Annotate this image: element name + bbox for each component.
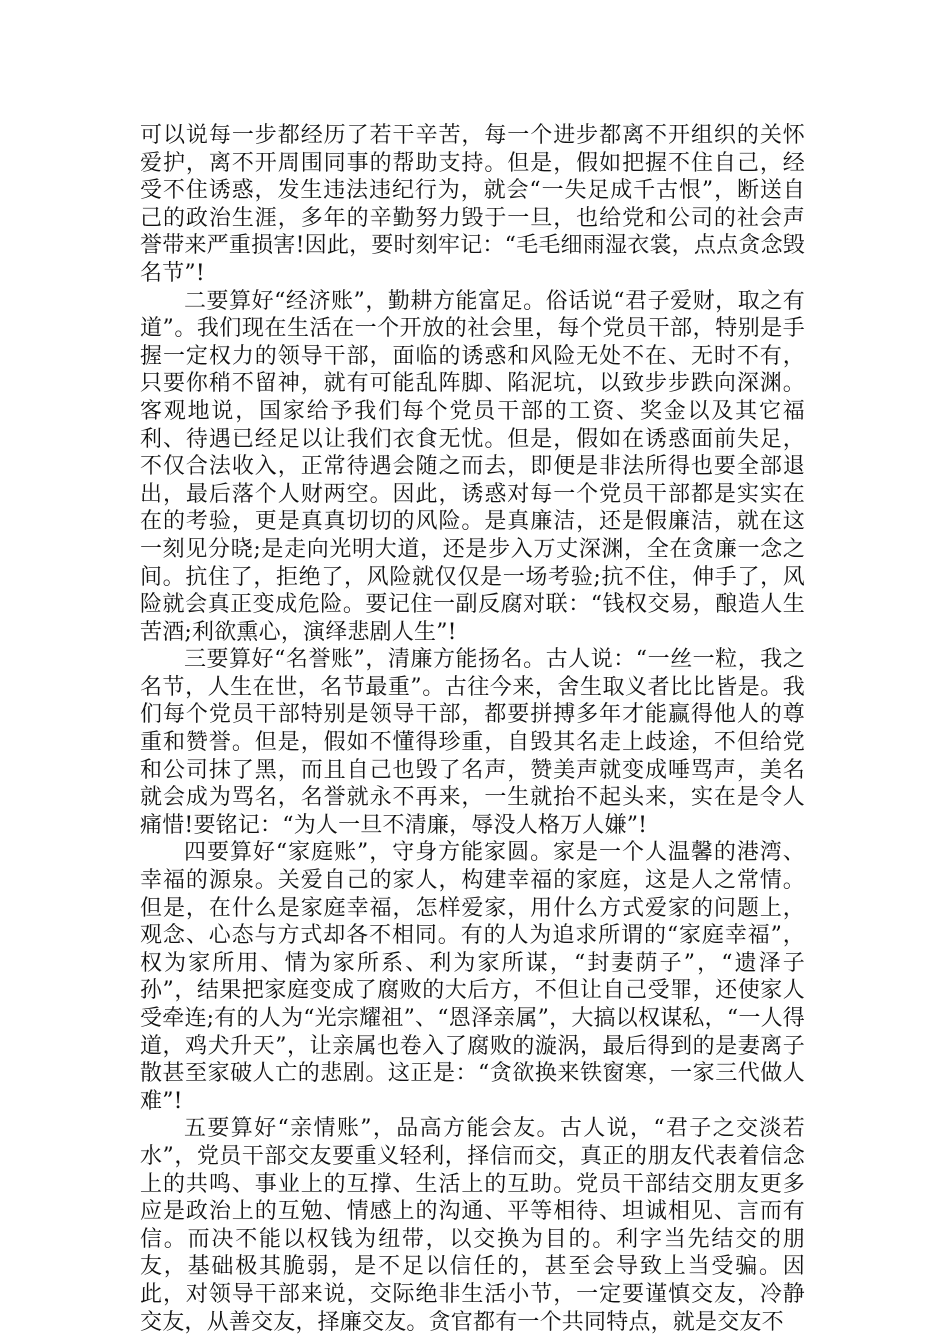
paragraph-5: 五要算好“亲情账”，品高方能会友。古人说，“君子之交淡若水”，党员干部交友要重义轻利，择信而交，真正的朋友代表着信念上的共鸣、事业上的互撑、生活上的互助。党员干部结交朋友更多应是政治上的互勉、情感上的沟通、平等相待、坦诚相见、言而有信。而决不能以权钱为纽带，以交换为目的。利字当先结交的朋友，基础极其脆弱，是不足以信任的，甚至会导致上当受骗。因此，对领导干部来说，交际绝非生活小节，一定要谨慎交友，冷静交友，从善交友，择廉交友。贪官都有一个共同特点，就是交友不 xyxy=(140,1116,805,1335)
paragraph-1: 可以说每一步都经历了若干辛苦，每一个进步都离不开组织的关怀爱护，离不开周围同事的帮助支持。但是，假如把握不住自己，经受不住诱惑，发生违法违纪行为，就会“一失足成千古恨”，断送自己的政治生涯，多年的辛勤努力毁于一旦，也给党和公司的社会声誉带来严重损害!因此，要时刻牢记：“毛毛细雨湿衣裳，点点贪念毁名节”! xyxy=(140,123,805,286)
paragraph-4: 四要算好“家庭账”，守身方能家圆。家是一个人温馨的港湾、幸福的源泉。关爱自己的家人，构建幸福的家庭，这是人之常情。但是，在什么是家庭幸福，怎样爱家，用什么方式爱家的问题上，观念、心态与方式却各不相同。有的人为追求所谓的“家庭幸福”，权为家所用、情为家所系、利为家所谋，“封妻荫子”，“遗泽子孙”，结果把家庭变成了腐败的大后方，不但让自己受罪，还使家人受牵连;有的人为“光宗耀祖”、“恩泽亲属”，大搞以权谋私，“一人得道，鸡犬升天”，让亲属也卷入了腐败的漩涡，最后得到的是妻离子散甚至家破人亡的悲剧。这正是：“贪欲换来铁窗寒，一家三代做人难”! xyxy=(140,840,805,1114)
paragraph-2: 二要算好“经济账”，勤耕方能富足。俗话说“君子爱财，取之有道”。我们现在生活在一个开放的社会里，每个党员干部，特别是手握一定权力的领导干部，面临的诱惑和风险无处不在、无时不有，只要你稍不留神，就有可能乱阵脚、陷泥坑，以致步步跌向深渊。客观地说，国家给予我们每个党员干部的工资、奖金以及其它福利、待遇已经足以让我们衣食无忧。但是，假如在诱惑面前失足，不仅合法收入，正常待遇会随之而去，即便是非法所得也要全部退出，最后落个人财两空。因此，诱惑对每一个党员干部都是实实在在的考验，更是真真切切的风险。是真廉洁，还是假廉洁，就在这一刻见分晓;是走向光明大道，还是步入万丈深渊，全在贪廉一念之间。抗住了，拒绝了，风险就仅仅是一场考验;抗不住，伸手了，风险就会真正变成危险。要记住一副反腐对联：“钱权交易，酿造人生苦酒;利欲熏心，演绎悲剧人生”! xyxy=(140,288,805,645)
paragraph-3: 三要算好“名誉账”，清廉方能扬名。古人说：“一丝一粒，我之名节，人生在世，名节最重”。古往今来，舍生取义者比比皆是。我们每个党员干部特别是领导干部，都要拼搏多年才能赢得他人的尊重和赞誉。但是，假如不懂得珍重，自毁其名走上歧途，不但给党和公司抹了黑，而且自己也毁了名声，赞美声就变成唾骂声，美名就会成为骂名，名誉就永不再来，一生就抬不起头来，实在是令人痛惜!要铭记：“为人一旦不清廉，辱没人格万人嫌”! xyxy=(140,647,805,838)
document-page xyxy=(140,122,805,1335)
